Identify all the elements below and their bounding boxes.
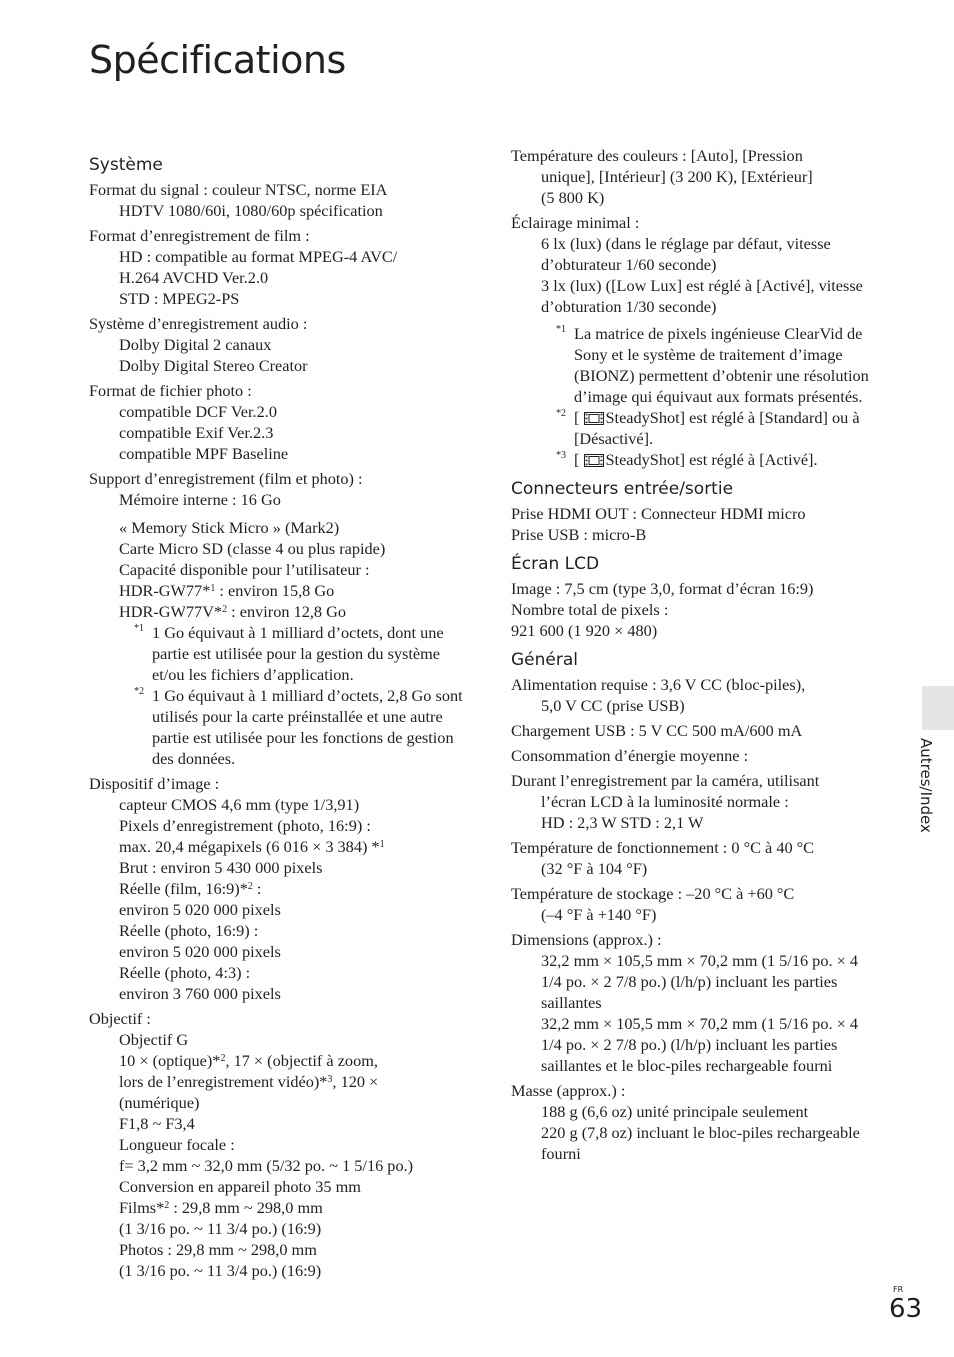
footnote-text: [ SteadyShot] est réglé à [Standard] ou à [Désactivé]. [574,408,860,448]
spec-value: compatible MPF Baseline [119,444,289,463]
spec-film-format [89,225,469,309]
spec-label: Format du signal : couleur NTSC, norme EIA [89,180,388,199]
spec-value: 220 g (7,8 oz) incluant le bloc-piles rechargeable fourni [541,1123,860,1163]
spec-value: environ 5 020 000 pixels [119,942,281,961]
spec-value: environ 5 020 000 pixels [119,900,281,919]
footnote [89,685,469,769]
right-column [511,145,881,1168]
spec-value: 921 600 (1 920 × 480) [511,621,658,640]
spec-usb-charging [511,720,881,741]
spec-value: (1 3/16 po. ~ 11 3/4 po.) (16:9) [119,1219,322,1238]
side-tab-marker [922,686,954,730]
spec-signal-format [89,179,469,221]
spec-connectors [511,503,881,545]
spec-value: Brut : environ 5 430 000 pixels [119,858,323,877]
spec-label: Température de stockage : –20 °C à +60 °C [511,884,795,903]
spec-label: Dimensions (approx.) : [511,930,662,949]
spec-label: Consommation d’énergie moyenne : [511,746,749,765]
spec-value: (32 °F à 104 °F) [541,859,648,878]
spec-value: f= 3,2 mm ~ 32,0 mm (5/32 po. ~ 1 5/16 po.) [119,1156,414,1175]
spec-value: Mémoire interne : 16 Go [119,490,281,509]
spec-value: 6 lx (lux) (dans le réglage par défaut, vitesse d’obturateur 1/60 seconde) [541,234,831,274]
spec-value: Réelle (film, 16:9)*$^2$ : [119,879,262,898]
spec-value: environ 3 760 000 pixels [119,984,281,1003]
spec-value: Longueur focale : [119,1135,235,1154]
spec-value: HDTV 1080/60i, 1080/60p spécification [119,201,383,220]
spec-value: (numérique) [119,1093,200,1112]
page-language: FR [893,1285,904,1294]
spec-label: Chargement USB : 5 V CC 500 mA/600 mA [511,721,803,740]
spec-photo-format [89,380,469,464]
spec-dimensions [511,929,881,1076]
spec-value: HD : 2,3 W STD : 2,1 W [541,813,704,832]
spec-min-illumination [511,212,881,470]
spec-label: Dispositif d’image : [89,774,220,793]
spec-label: Alimentation requise : 3,6 V CC (bloc-piles), [511,675,806,694]
spec-value: Réelle (photo, 16:9) : [119,921,259,940]
spec-value: Prise HDMI OUT : Connecteur HDMI micro [511,504,806,523]
spec-value: 32,2 mm × 105,5 mm × 70,2 mm (1 5/16 po. × 4 1/4 po. × 2 7/8 po.) (l/h/p) incluant les parties saillantes et le bloc-piles rechargeable fourni [541,1014,858,1075]
spec-value: F1,8 ~ F3,4 [119,1114,195,1133]
footnote-mark: *3 [556,450,566,461]
spec-value: 10 × (optique)*$^2$, 17 × (objectif à zoom, [119,1051,378,1070]
spec-value: (–4 °F à +140 °F) [541,905,657,924]
spec-audio-system [89,313,469,376]
spec-value: Films*$^2$ : 29,8 mm ~ 298,0 mm [119,1198,323,1217]
spec-value: HDR-GW77*$^1$ : environ 15,8 Go [119,581,335,600]
spec-value: lors de l’enregistrement vidéo)*$^3$, 120 × [119,1072,379,1091]
spec-label: Masse (approx.) : [511,1081,626,1100]
spec-value: (5 800 K) [541,188,605,207]
spec-consumption [511,745,881,766]
film-steadyshot-icon [584,412,604,425]
spec-label: Durant l’enregistrement par la caméra, utilisant [511,771,820,790]
spec-value: Pixels d’enregistrement (photo, 16:9) : [119,816,371,835]
footnote [511,449,881,470]
page-title: Spécifications [89,38,346,82]
spec-label: Format de fichier photo : [89,381,252,400]
spec-operating-temperature [511,837,881,879]
spec-value: STD : MPEG2-PS [119,289,240,308]
spec-mass [511,1080,881,1164]
spec-recording-consumption [511,770,881,833]
section-heading-systeme: Système [89,155,163,175]
film-steadyshot-icon [584,454,604,467]
section-heading-connecteurs: Connecteurs entrée/sortie [511,479,734,499]
spec-label: Système d’enregistrement audio : [89,314,308,333]
footnote-text: 1 Go équivaut à 1 milliard d’octets, 2,8 Go sont utilisés pour la carte préinstallée et une autre partie est utilisée pour les fonctions de gestion des données. [152,686,463,768]
spec-value: « Memory Stick Micro » (Mark2) [119,518,340,537]
spec-value: Photos : 29,8 mm ~ 298,0 mm [119,1240,317,1259]
spec-label: Température des couleurs : [Auto], [Pression [511,146,803,165]
spec-value: Réelle (photo, 4:3) : [119,963,251,982]
spec-label: Support d’enregistrement (film et photo) : [89,469,363,488]
spec-power [511,674,881,716]
spec-color-temperature [511,145,881,208]
footnote-text: La matrice de pixels ingénieuse ClearVid de Sony et le système de traitement d’image (BIONZ) permettent d’obtenir une résolution d’image qui équivaut aux formats présentés. [574,324,869,406]
footnote-text: 1 Go équivaut à 1 milliard d’octets, dont une partie est utilisée pour la gestion du système et/ou les fichiers d’application. [152,623,444,684]
section-heading-ecran: Écran LCD [511,554,600,574]
spec-value: HD : compatible au format MPEG-4 AVC/ [119,247,398,266]
footnote [511,323,881,407]
spec-value: Objectif G [119,1030,189,1049]
footnote-mark: *2 [556,408,566,419]
spec-value: Image : 7,5 cm (type 3,0, format d’écran 16:9) [511,579,814,598]
spec-value: Conversion en appareil photo 35 mm [119,1177,361,1196]
left-column [89,154,469,1285]
spec-label: Objectif : [89,1009,151,1028]
footnote-text: [ SteadyShot] est réglé à [Activé]. [574,450,818,469]
spec-storage-temperature [511,883,881,925]
spec-value: 3 lx (lux) ([Low Lux] est réglé à [Activé], vitesse d’obturation 1/30 seconde) [541,276,863,316]
spec-value: Nombre total de pixels : [511,600,669,619]
spec-value: HDR-GW77V*$^2$ : environ 12,8 Go [119,602,347,621]
spec-value: compatible Exif Ver.2.3 [119,423,274,442]
spec-value: 32,2 mm × 105,5 mm × 70,2 mm (1 5/16 po. × 4 1/4 po. × 2 7/8 po.) (l/h/p) incluant les parties saillantes [541,951,858,1012]
spec-value: H.264 AVCHD Ver.2.0 [119,268,269,287]
spec-value: capteur CMOS 4,6 mm (type 1/3,91) [119,795,360,814]
page-number: 63 [889,1294,923,1324]
spec-label: Format d’enregistrement de film : [89,226,310,245]
spec-lens [89,1008,469,1281]
spec-value: unique], [Intérieur] (3 200 K), [Extérieur] [541,167,813,186]
spec-value: 188 g (6,6 oz) unité principale seulement [541,1102,809,1121]
spec-label: Éclairage minimal : [511,213,640,232]
spec-value: max. 20,4 mégapixels (6 016 × 3 384) *$^1$ [119,837,385,856]
side-tab-label: Autres/Index [917,738,935,833]
spec-value: l’écran LCD à la luminosité normale : [541,792,789,811]
spec-value: Prise USB : micro-B [511,525,647,544]
spec-label: Température de fonctionnement : 0 °C à 40 °C [511,838,815,857]
spec-image-device [89,773,469,1004]
spec-value: (1 3/16 po. ~ 11 3/4 po.) (16:9) [119,1261,322,1280]
footnote-mark: *1 [556,324,566,335]
spec-value: compatible DCF Ver.2.0 [119,402,277,421]
section-heading-general: Général [511,650,578,670]
footnote-mark: *2 [134,686,144,697]
footnote-mark: *1 [134,623,144,634]
spec-value: 5,0 V CC (prise USB) [541,696,685,715]
spec-lcd [511,578,881,641]
spec-recording-media [89,468,469,769]
footnote [511,407,881,449]
spec-value: Dolby Digital 2 canaux [119,335,272,354]
footnote [89,622,469,685]
spec-value: Capacité disponible pour l’utilisateur : [119,560,370,579]
spec-value: Dolby Digital Stereo Creator [119,356,308,375]
spec-value: Carte Micro SD (classe 4 ou plus rapide) [119,539,386,558]
